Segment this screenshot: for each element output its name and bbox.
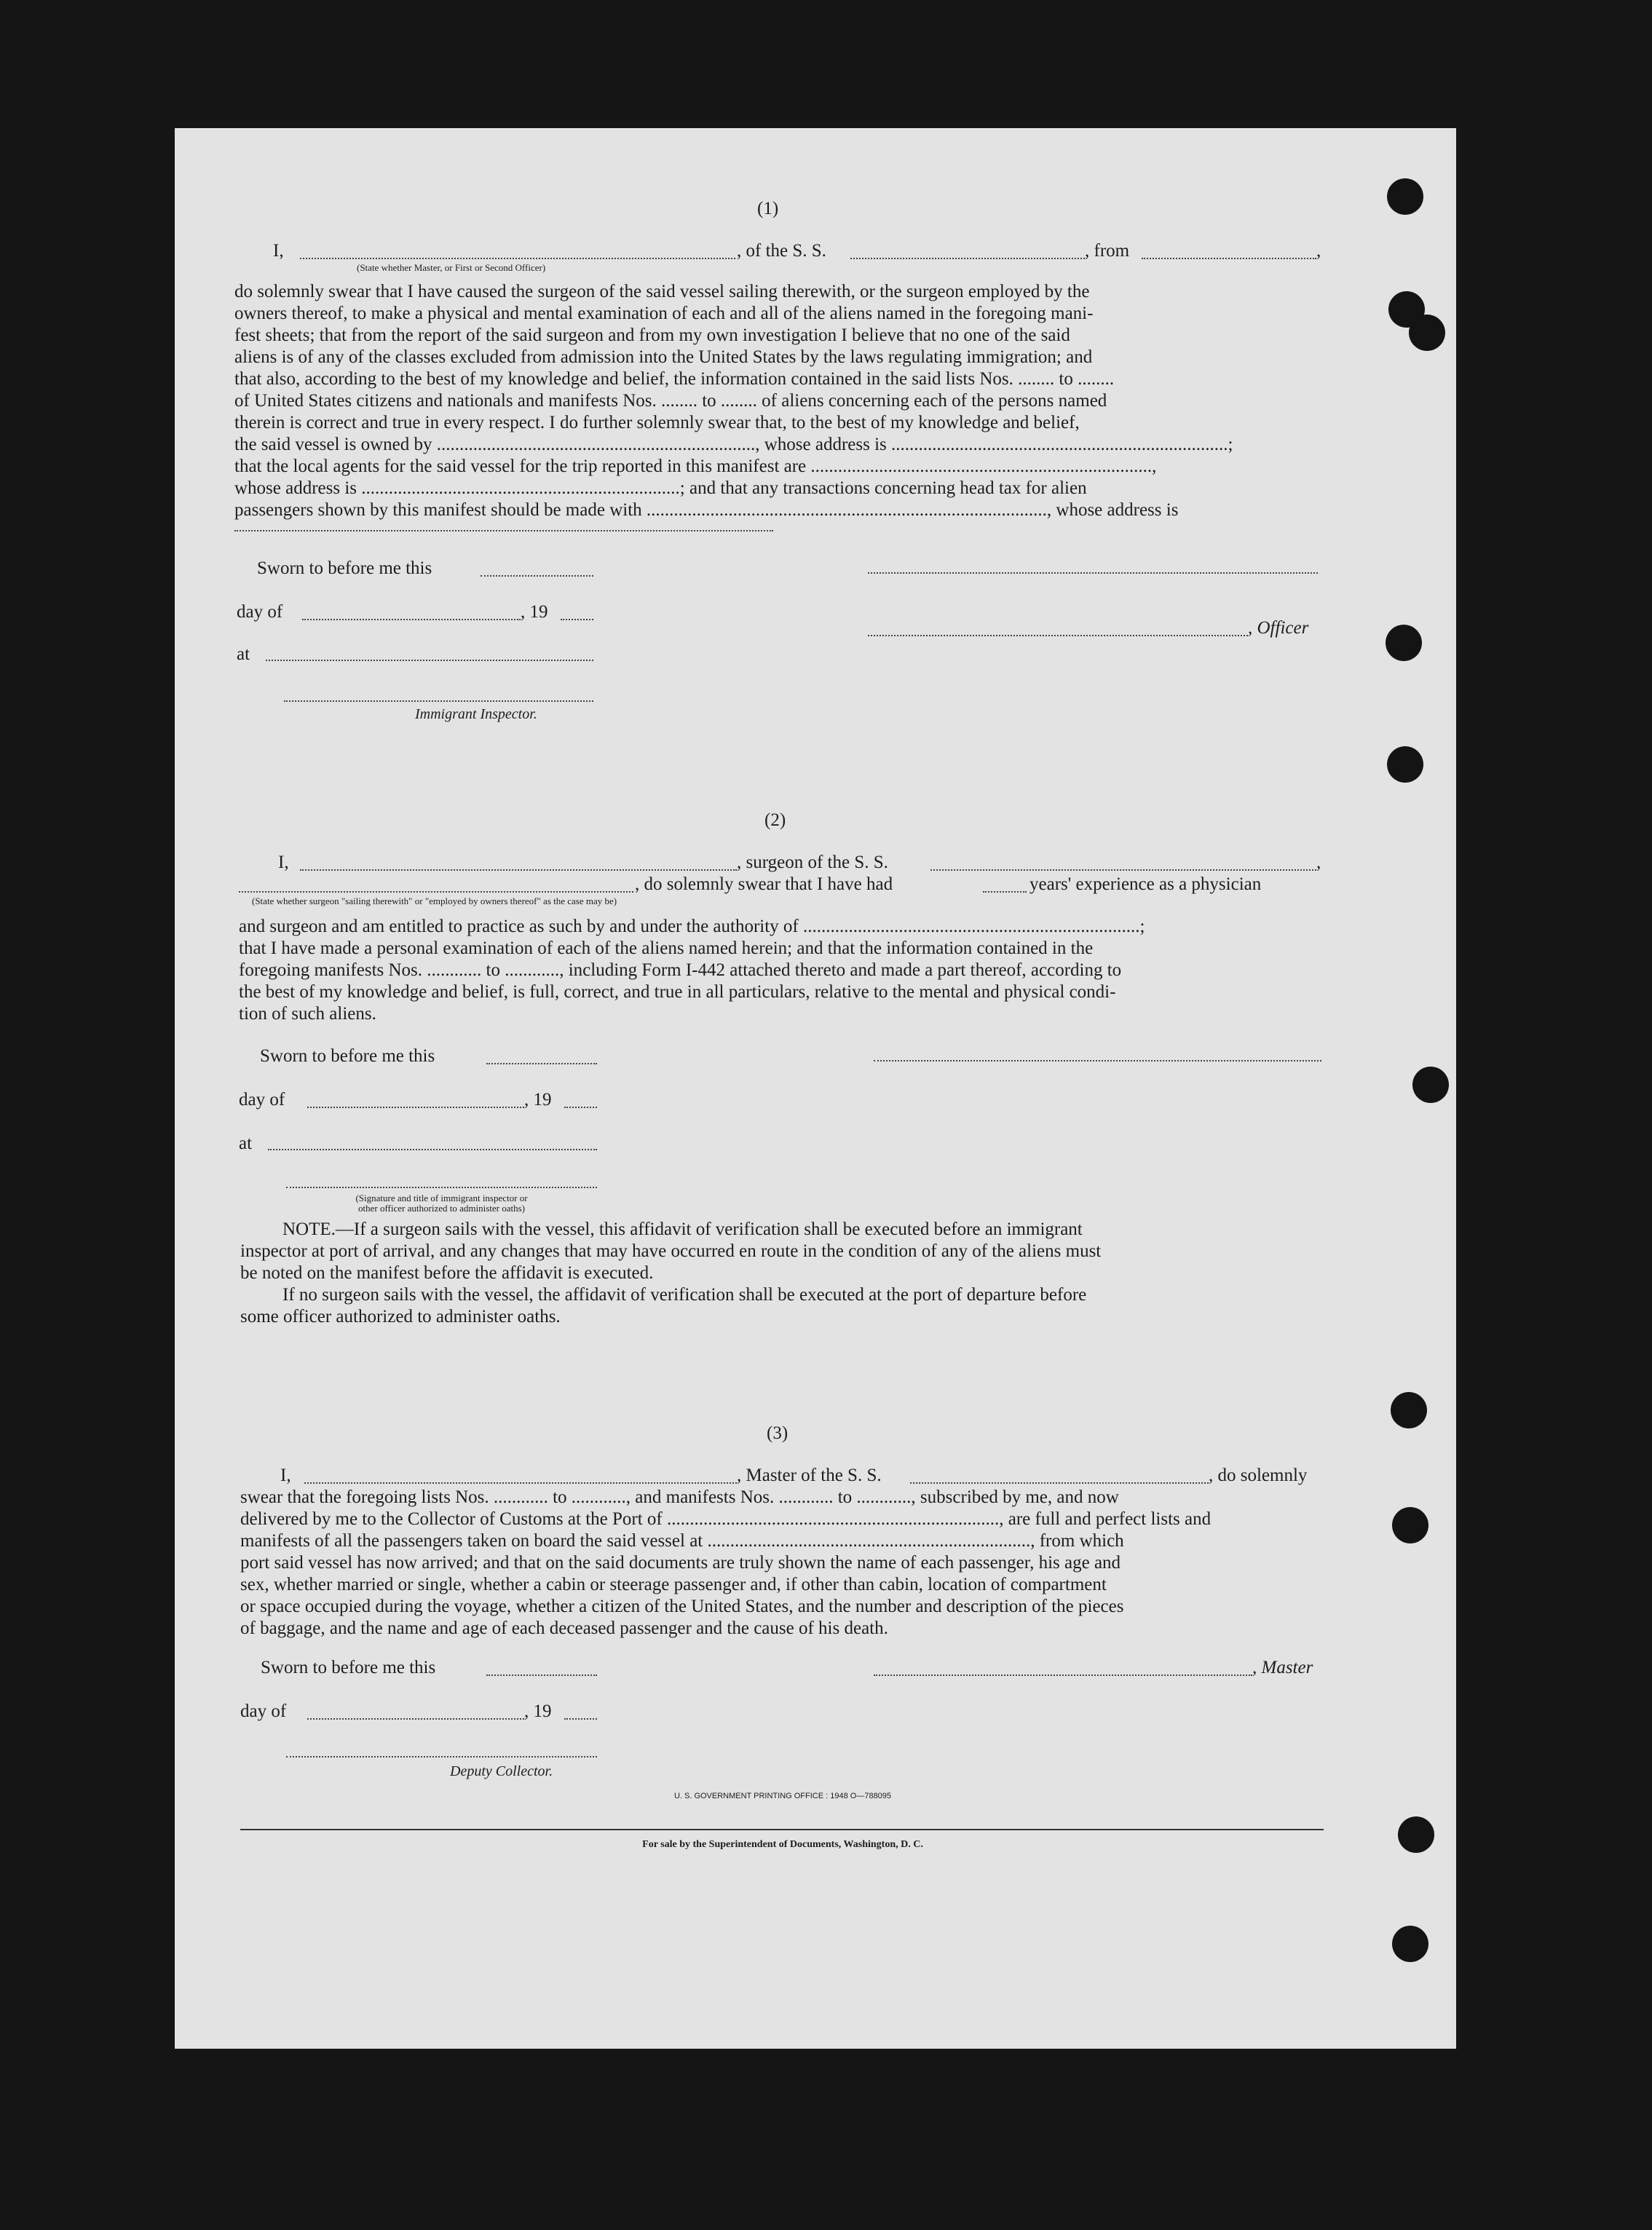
s3-line: delivered by me to the Collector of Customs at the Port of ........................................................................., are full and perfect lists and: [240, 1509, 1212, 1529]
s2-at-field[interactable]: [268, 1149, 597, 1150]
s2-i-label: I,: [278, 853, 289, 872]
s3-day-of-label: day of: [240, 1701, 287, 1721]
s3-line: swear that the foregoing lists Nos. ............ to ............, and manifests Nos. ............ to ............, subscribed by me, and now: [240, 1487, 1119, 1507]
s3-master-signature-line[interactable]: [874, 1675, 1252, 1676]
note-line: NOTE.—If a surgeon sails with the vessel, this affidavit of verification shall be executed before an immigrant: [282, 1219, 1083, 1239]
s2-at-label: at: [239, 1134, 253, 1153]
punch-hole-1: [1387, 178, 1423, 215]
punch-hole-7: [1391, 1392, 1427, 1428]
s1-address-continuation-field[interactable]: [234, 530, 773, 531]
section-1-number: (1): [757, 199, 779, 218]
s1-at-field[interactable]: [266, 660, 593, 661]
s3-sworn-label: Sworn to before me this: [261, 1658, 436, 1677]
note-line: some officer authorized to administer oaths.: [240, 1307, 561, 1326]
s1-sworn-day-field[interactable]: [481, 575, 593, 577]
s1-line: do solemnly swear that I have caused the surgeon of the said vessel sailing therewith, or the surgeon employed by the: [234, 282, 1090, 301]
punch-hole-4: [1386, 625, 1422, 661]
s2-day-of-label: day of: [239, 1090, 285, 1110]
s3-year-field[interactable]: [564, 1718, 597, 1720]
s2-surgeon-type-field[interactable]: [239, 891, 633, 893]
s1-officer-name-field[interactable]: [300, 258, 735, 259]
punch-hole-6: [1412, 1067, 1449, 1103]
s1-inspector-label: Immigrant Inspector.: [415, 706, 537, 722]
s1-line: whose address is ......................................................................; and that any transactions concerning head tax for alien: [234, 478, 1087, 498]
printing-office-imprint: U. S. GOVERNMENT PRINTING OFFICE : 1948 O—788095: [673, 1792, 892, 1800]
punch-hole-10: [1392, 1926, 1428, 1962]
s2-years-field[interactable]: [983, 891, 1027, 893]
s3-collector-signature-line[interactable]: [286, 1756, 597, 1757]
punch-hole-5: [1387, 746, 1423, 783]
s3-line: port said vessel has now arrived; and that on the said documents are truly shown the name of each passenger, his age and: [240, 1553, 1121, 1573]
s2-line: foregoing manifests Nos. ............ to ............, including Form I-442 attached thereto and made a part thereof, according to: [239, 960, 1122, 980]
punch-hole-3: [1409, 315, 1445, 351]
s2-years-label: years' experience as a physician: [1029, 874, 1262, 894]
s2-sworn-day-field[interactable]: [486, 1063, 597, 1064]
s2-vessel-field[interactable]: [930, 869, 1316, 871]
s2-comma: ,: [1316, 853, 1321, 872]
s1-day-of-label: day of: [237, 602, 283, 622]
s2-line: and surgeon and am entitled to practice as such by and under the authority of ..........................................................................;: [239, 917, 1145, 936]
s1-inspector-signature-line[interactable]: [284, 700, 593, 702]
punch-hole-8: [1392, 1507, 1428, 1543]
s2-surgeon-hint: (State whether surgeon "sailing therewith" or "employed by owners thereof" as the case may be): [252, 895, 617, 906]
s1-line: fest sheets; that from the report of the said surgeon and from my own investigation I believe that no one of the said: [234, 325, 1070, 345]
s3-vessel-field[interactable]: [910, 1482, 1209, 1484]
s3-collector-label: Deputy Collector.: [450, 1763, 553, 1779]
s2-sig-hint-1: (Signature and title of immigrant inspector or: [355, 1193, 528, 1203]
sale-notice: For sale by the Superintendent of Documents, Washington, D. C.: [642, 1839, 923, 1850]
s1-line: the said vessel is owned by ......................................................................, whose address is ..........................................................................;: [234, 435, 1233, 454]
s1-comma: ,: [1316, 241, 1321, 261]
s1-from-field[interactable]: [1142, 258, 1316, 259]
s1-from-label: , from: [1085, 241, 1130, 261]
s1-officer-hint: (State whether Master, or First or Second Officer): [357, 262, 546, 273]
s2-day-of-field[interactable]: [307, 1107, 524, 1108]
section-2-number: (2): [764, 810, 786, 830]
s3-i-label: I,: [280, 1466, 291, 1485]
s3-line: sex, whether married or single, whether a cabin or steerage passenger and, if other than cabin, location of compartment: [240, 1575, 1107, 1594]
s2-inspector-signature-line[interactable]: [286, 1187, 597, 1188]
s3-line: of baggage, and the name and age of each deceased passenger and the cause of his death.: [240, 1618, 888, 1638]
s1-line: therein is correct and true in every respect. I do further solemnly swear that, to the best of my knowledge and belief,: [234, 413, 1080, 432]
s3-day-of-field[interactable]: [307, 1718, 524, 1720]
section-3-number: (3): [767, 1423, 789, 1443]
note-line: If no surgeon sails with the vessel, the affidavit of verification shall be executed at the port of departure before: [282, 1285, 1087, 1305]
s2-line: that I have made a personal examination of each of the aliens named herein; and that the information contained in the: [239, 938, 1094, 958]
footer-rule: [240, 1829, 1324, 1830]
s1-year-field[interactable]: [561, 619, 593, 620]
s2-surgeon-name-field[interactable]: [300, 869, 737, 871]
s1-line: owners thereof, to make a physical and mental examination of each and all of the aliens named in the foregoing mani-: [234, 304, 1094, 323]
s3-master-ss-label: , Master of the S. S.: [737, 1466, 882, 1485]
s3-year-label: , 19: [524, 1701, 552, 1721]
s1-vessel-field[interactable]: [850, 258, 1085, 259]
note-line: be noted on the manifest before the affidavit is executed.: [240, 1263, 654, 1283]
s1-officer-signature-line-1[interactable]: [868, 572, 1318, 574]
s1-line: that the local agents for the said vessel for the trip reported in this manifest are ...........................................................................,: [234, 456, 1157, 476]
s2-swear-label: , do solemnly swear that I have had: [635, 874, 893, 894]
s3-sworn-day-field[interactable]: [486, 1675, 597, 1676]
s3-line: or space occupied during the voyage, whether a citizen of the United States, and the number and description of the pieces: [240, 1597, 1124, 1616]
note-line: inspector at port of arrival, and any changes that may have occurred en route in the condition of any of the aliens must: [240, 1241, 1102, 1261]
s2-year-label: , 19: [524, 1090, 552, 1110]
s3-line: manifests of all the passengers taken on board the said vessel at ......................................................................., from which: [240, 1531, 1124, 1551]
s1-i-label: I,: [273, 241, 284, 261]
s1-line: passengers shown by this manifest should be made with ........................................................................................, whose address is: [234, 500, 1179, 520]
s1-year-label: , 19: [521, 602, 548, 622]
s2-line: the best of my knowledge and belief, is full, correct, and true in all particulars, relative to the mental and physical condi-: [239, 982, 1116, 1002]
s1-day-of-field[interactable]: [302, 619, 521, 620]
s1-officer-signature-line-2[interactable]: [868, 635, 1248, 636]
s1-line: of United States citizens and nationals and manifests Nos. ........ to ........ of aliens concerning each of the persons named: [234, 391, 1107, 411]
s2-signature-line[interactable]: [874, 1060, 1321, 1061]
punch-hole-9: [1398, 1816, 1434, 1853]
s3-master-name-field[interactable]: [304, 1482, 737, 1484]
s1-of-ss-label: , of the S. S.: [737, 241, 826, 261]
s1-line: aliens is of any of the classes excluded from admission into the United States by the laws regulating immigration; and: [234, 347, 1093, 367]
s3-oath-text: [240, 1487, 1325, 1640]
s2-note-text: [240, 1219, 1324, 1328]
s3-master-label: , Master: [1252, 1658, 1313, 1677]
s1-oath-text: [234, 281, 1319, 521]
s2-sworn-label: Sworn to before me this: [260, 1046, 435, 1066]
s2-line: tion of such aliens.: [239, 1004, 376, 1024]
s1-at-label: at: [237, 644, 250, 664]
s2-year-field[interactable]: [564, 1107, 597, 1108]
s2-oath-text: [239, 916, 1322, 1025]
s1-sworn-label: Sworn to before me this: [257, 558, 432, 578]
s1-line: that also, according to the best of my knowledge and belief, the information contained in the said lists Nos. ........ to ........: [234, 369, 1115, 389]
s1-officer-label: , Officer: [1248, 618, 1309, 638]
s2-sig-hint-2: other officer authorized to administer oaths): [358, 1203, 525, 1214]
s2-surgeon-ss-label: , surgeon of the S. S.: [737, 853, 888, 872]
s3-solemnly-label: , do solemnly: [1209, 1466, 1308, 1485]
